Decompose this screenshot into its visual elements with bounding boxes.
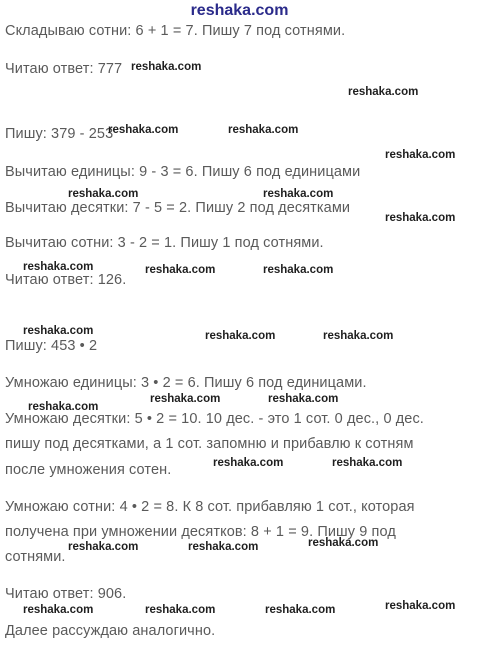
watermark: reshaka.com [28, 401, 99, 413]
watermark: reshaka.com [385, 212, 456, 224]
watermark: reshaka.com [23, 325, 94, 337]
watermark: reshaka.com [108, 124, 179, 136]
watermark: reshaka.com [145, 604, 216, 616]
watermark: reshaka.com [263, 264, 334, 276]
text-line: Читаю ответ: 777 [5, 61, 123, 77]
watermark: reshaka.com [308, 537, 379, 549]
watermark: reshaka.com [145, 264, 216, 276]
watermark: reshaka.com [263, 188, 334, 200]
text-line: Умножаю единицы: 3 • 2 = 6. Пишу 6 под единицами. [5, 375, 367, 391]
watermark: reshaka.com [23, 604, 94, 616]
watermark: reshaka.com [23, 261, 94, 273]
watermark: reshaka.com [268, 393, 339, 405]
text-line: Вычитаю сотни: 3 - 2 = 1. Пишу 1 под сотнями. [5, 235, 324, 251]
text-line: Читаю ответ: 906. [5, 586, 127, 602]
watermark: reshaka.com [385, 600, 456, 612]
watermark: reshaka.com [332, 457, 403, 469]
text-line: Умножаю сотни: 4 • 2 = 8. К 8 сот. прибавляю 1 сот., которая [5, 499, 415, 515]
site-watermark-header: reshaka.com [190, 2, 289, 19]
text-line: Пишу: 453 • 2 [5, 338, 98, 354]
watermark: reshaka.com [323, 330, 394, 342]
watermark: reshaka.com [150, 393, 221, 405]
text-line: сотнями. [5, 549, 66, 565]
text-line: получена при умножении десятков: 8 + 1 = 9. Пишу 9 под [5, 524, 396, 540]
watermark: reshaka.com [188, 541, 259, 553]
text-line: после умножения сотен. [5, 462, 172, 478]
watermark: reshaka.com [348, 86, 419, 98]
text-line: Вычитаю десятки: 7 - 5 = 2. Пишу 2 под десятками [5, 200, 351, 216]
text-line: Пишу: 379 - 253 [5, 126, 114, 142]
text-line: пишу под десятками, а 1 сот. запомню и прибавлю к сотням [5, 436, 414, 452]
text-line: Читаю ответ: 126. [5, 272, 127, 288]
watermark: reshaka.com [228, 124, 299, 136]
watermark: reshaka.com [213, 457, 284, 469]
text-line: Далее рассуждаю аналогично. [5, 623, 216, 639]
watermark: reshaka.com [205, 330, 276, 342]
watermark: reshaka.com [68, 541, 139, 553]
text-line: Складываю сотни: 6 + 1 = 7. Пишу 7 под сотнями. [5, 23, 346, 39]
watermark: reshaka.com [265, 604, 336, 616]
watermark: reshaka.com [385, 149, 456, 161]
text-line: Вычитаю единицы: 9 - 3 = 6. Пишу 6 под единицами [5, 164, 361, 180]
watermark: reshaka.com [131, 61, 202, 73]
watermark: reshaka.com [68, 188, 139, 200]
text-line: Умножаю десятки: 5 • 2 = 10. 10 дес. - это 1 сот. 0 дес., 0 дес. [5, 411, 424, 427]
